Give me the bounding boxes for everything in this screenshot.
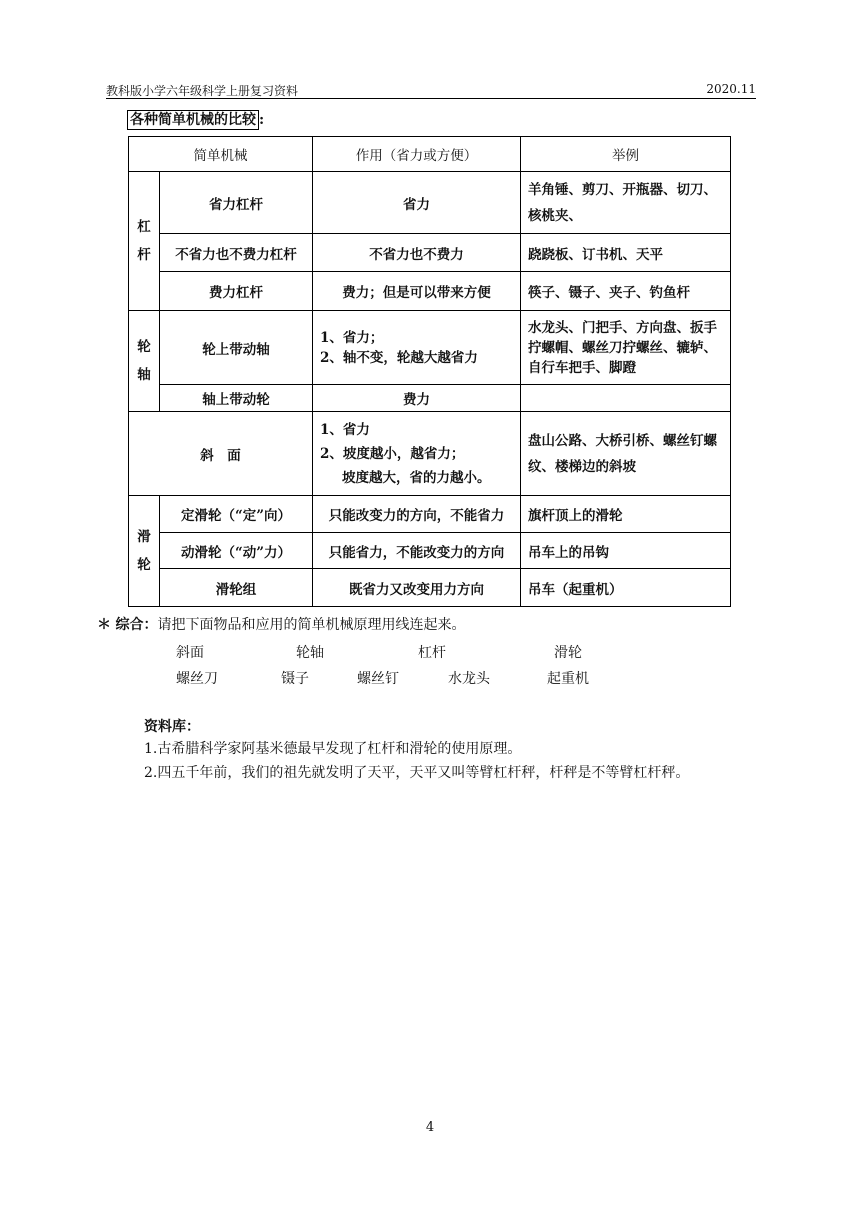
cell-name: 省力杠杆 [160,172,313,234]
table-row [129,496,731,533]
effect-line: 1、省力； [320,329,384,346]
header-examples: 举例 [521,137,731,172]
cell-name: 动滑轮（“动”力） [160,533,313,569]
page-header [106,82,756,99]
principle-item: 轮轴 [296,645,324,661]
cell-examples: 盘山公路、大桥引桥、螺丝钉螺纹、楼梯边的斜坡 [521,412,731,496]
header-title: 教科版小学六年级科学上册复习资料 [106,84,299,98]
section-title-suffix: : [259,112,265,128]
cell-examples: 水龙头、门把手、方向盘、扳手拧螺帽、螺丝刀拧螺丝、辘轳、自行车把手、脚蹬 [521,311,731,385]
effect-line: 2、轴不变，轮越大越省力 [320,349,478,366]
table-row [129,172,731,234]
cell-effect [313,311,521,385]
table-row [129,311,731,385]
header-effect: 作用（省力或方便） [313,137,521,172]
cell-effect: 费力；但是可以带来方便 [313,272,521,311]
table-row [129,533,731,569]
cell-effect [313,412,521,496]
header-date: 2020.11 [706,82,756,96]
header-machine: 简单机械 [129,137,313,172]
object-item: 螺丝刀 [176,671,218,687]
table-row [129,234,731,272]
cell-name: 滑轮组 [160,569,313,607]
table-header-row [129,137,731,172]
cell-effect: 费力 [313,385,521,412]
cell-name: 轴上带动轮 [160,385,313,412]
effect-line: 2、坡度越小，越省力； [320,445,465,462]
cell-name: 轮上带动轴 [160,311,313,385]
section-title-boxed: 各种简单机械的比较 [127,110,259,130]
principle-item: 斜面 [176,645,204,661]
cell-name: 斜 面 [129,412,313,496]
cell-effect: 不省力也不费力 [313,234,521,272]
section-title [127,109,264,129]
cell-name: 不省力也不费力杠杆 [160,234,313,272]
cell-examples [521,385,731,412]
page-number: 4 [425,1120,435,1135]
cell-name: 定滑轮（“定”向） [160,496,313,533]
principle-item: 滑轮 [554,645,582,661]
reference-title: 资料库： [144,719,200,735]
cell-effect: 只能改变力的方向，不能省力 [313,496,521,533]
cell-effect: 只能省力，不能改变力的方向 [313,533,521,569]
exercise-instruction [97,614,465,634]
cell-examples: 吊车（起重机） [521,569,731,607]
effect-line: 坡度越大，省的力越小。 [342,469,491,486]
exercise-label: 综合： [115,617,158,633]
effect-line: 1、省力 [320,421,370,438]
reference-item: 1.古希腊科学家阿基米德最早发现了杠杆和滑轮的使用原理。 [144,741,522,757]
principle-item: 杠杆 [418,645,446,661]
cell-effect: 省力 [313,172,521,234]
exercise-text: 请把下面物品和应用的简单机械原理用线连起来。 [157,617,466,633]
object-item: 起重机 [547,671,589,687]
reference-item: 2.四五千年前，我们的祖先就发明了天平，天平又叫等臂杠杆秤，杆秤是不等臂杠杆秤。 [144,765,690,781]
object-item: 水龙头 [448,671,490,687]
table-row [129,272,731,311]
cell-examples: 羊角锤、剪刀、开瓶器、切刀、核桃夹、 [521,172,731,234]
cell-effect: 既省力又改变用力方向 [313,569,521,607]
table-row [129,412,731,496]
cell-examples: 筷子、镊子、夹子、钓鱼杆 [521,272,731,311]
cell-examples: 跷跷板、订书机、天平 [521,234,731,272]
comparison-table [128,136,731,607]
star-marker: ＊ [97,617,111,633]
object-item: 螺丝钉 [357,671,399,687]
cell-examples: 旗杆顶上的滑轮 [521,496,731,533]
group-lever: 杠 杆 [129,172,160,311]
group-wheel-axle: 轮 轴 [129,311,160,412]
object-item: 镊子 [281,671,309,687]
table-row [129,385,731,412]
table-row [129,569,731,607]
group-pulley: 滑 轮 [129,496,160,607]
cell-name: 费力杠杆 [160,272,313,311]
cell-examples: 吊车上的吊钩 [521,533,731,569]
